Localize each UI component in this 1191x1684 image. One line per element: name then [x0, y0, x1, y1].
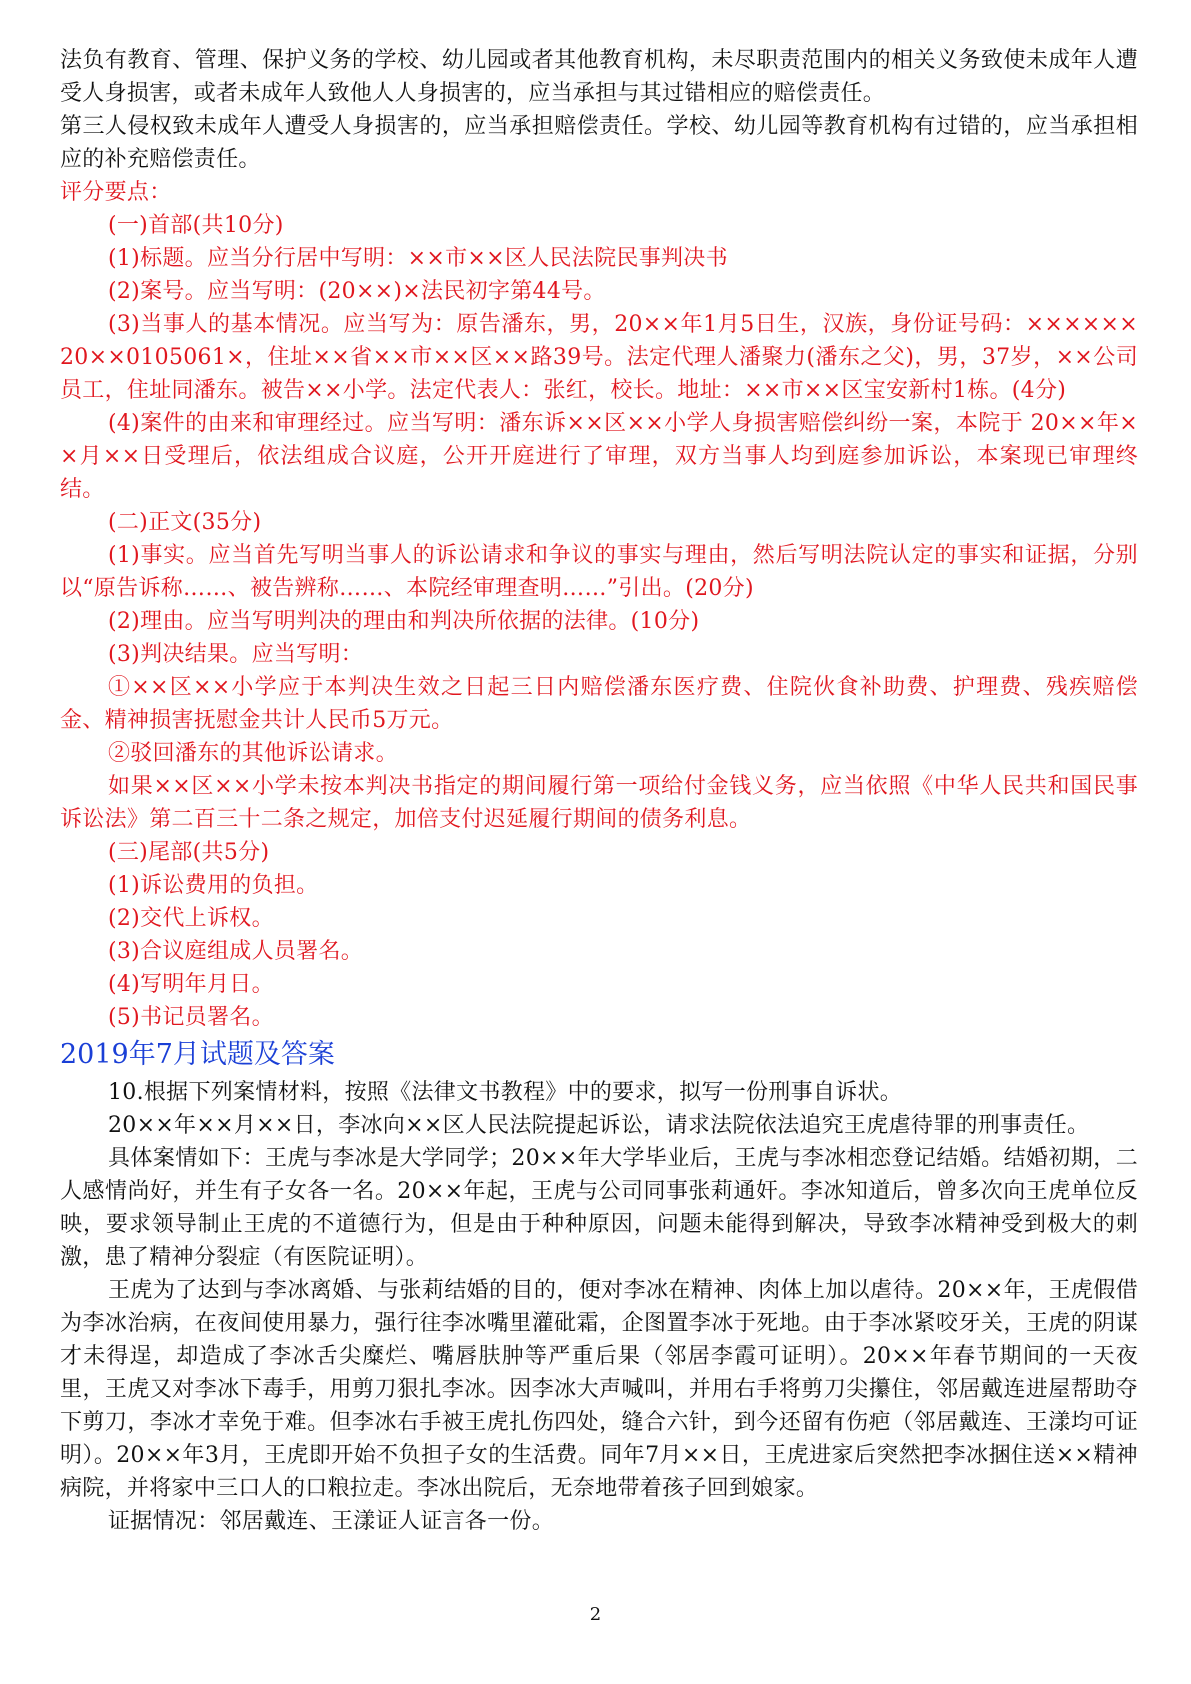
scoring-s3-item-3: (3)合议庭组成人员署名。 — [108, 939, 364, 964]
intro-paragraph-1: 法负有教育、管理、保护义务的学校、幼儿园或者其他教育机构，未尽职责范围内的相关义务致使未成年人遭受人身损害，或者未成年人致他人人身损害的，应当承担与其过错相应的赔偿责任。 — [60, 48, 1138, 106]
case-paragraph-2: 具体案情如下：王虎与李冰是大学同学；20××年大学毕业后，王虎与李冰相恋登记结婚。结婚初期，二人感情尚好，并生有子女各一名。20××年起，王虎与公司同事张莉通奸。李冰知道后，曾多次向王虎单位反映，要求领导制止王虎的不道德行为，但是由于种种原因，问题未能得到解决，导致李冰精神受到极大的刺激，患了精神分裂症（有医院证明）。 — [60, 1146, 1138, 1270]
case-paragraph-1: 20××年××月××日，李冰向××区人民法院提起诉讼，请求法院依法追究王虎虐待罪的刑事责任。 — [108, 1113, 1090, 1138]
scoring-s2-item-2: (2)理由。应当写明判决的理由和判决所依据的法律。(10分) — [108, 609, 700, 634]
page-number: 2 — [589, 1604, 602, 1625]
scoring-title: 评分要点： — [60, 180, 172, 205]
scoring-s2-item-3: (3)判决结果。应当写明： — [108, 642, 364, 667]
scoring-s2-item-1: (1)事实。应当首先写明当事人的诉讼请求和争议的事实与理由，然后写明法院认定的事实和证据，分别以“原告诉称……、被告辨称……、本院经审理查明……”引出。(20分) — [60, 543, 1138, 601]
scoring-s2-item-3a: ①××区××小学应于本判决生效之日起三日内赔偿潘东医疗费、住院伙食补助费、护理费、残疾赔偿金、精神损害抚慰金共计人民币5万元。 — [60, 675, 1138, 733]
section-heading: 2019年7月试题及答案 — [60, 1039, 335, 1070]
scoring-s1-item-4: (4)案件的由来和审理经过。应当写明：潘东诉××区××小学人身损害赔偿纠纷一案，本院于 20××年××月××日受理后，依法组成合议庭，公开开庭进行了审理，双方当事人均到庭参加诉讼，本案现已审理终结。 — [60, 411, 1138, 502]
scoring-s2-item-3b: ②驳回潘东的其他诉讼请求。 — [108, 741, 398, 766]
scoring-s3-title: (三)尾部(共5分) — [108, 840, 270, 865]
case-paragraph-3: 王虎为了达到与李冰离婚、与张莉结婚的目的，便对李冰在精神、肉体上加以虐待。20××年，王虎假借为李冰治病，在夜间使用暴力，强行往李冰嘴里灌砒霜，企图置李冰于死地。由于李冰紧咬牙关，王虎的阴谋才未得逞，却造成了李冰舌尖糜烂、嘴唇肤肿等严重后果（邻居李霞可证明）。20××年春节期间的一天夜里，王虎又对李冰下毒手，用剪刀狠扎李冰。因李冰大声喊叫，并用右手将剪刀尖攥住，邻居戴连进屋帮助夺下剪刀，李冰才幸免于难。但李冰右手被王虎扎伤四处，缝合六针，到今还留有伤疤（邻居戴连、王漾均可证明）。20××年3月，王虎即开始不负担子女的生活费。同年7月××日，王虎进家后突然把李冰捆住送××精神病院，并将家中三口人的口粮拉走。李冰出院后，无奈地带着孩子回到娘家。 — [60, 1278, 1138, 1501]
scoring-s2-title: (二)正文(35分) — [108, 510, 262, 535]
scoring-s2-item-3c: 如果××区××小学未按本判决书指定的期间履行第一项给付金钱义务，应当依照《中华人民共和国民事诉讼法》第二百三十二条之规定，加倍支付迟延履行期间的债务利息。 — [60, 774, 1138, 832]
scoring-s1-item-3: (3)当事人的基本情况。应当写为：原告潘东，男，20××年1月5日生，汉族，身份证号码：××××××20××0105061×，住址××省××市××区××路39号。法定代理人潘聚力(潘东之父)，男，37岁，××公司员工，住址同潘东。被告××小学。法定代表人：张红，校长。地址：××市××区宝安新村1栋。(4分) — [60, 312, 1138, 403]
evidence-paragraph: 证据情况：邻居戴连、王漾证人证言各一份。 — [108, 1509, 555, 1534]
scoring-s3-item-1: (1)诉讼费用的负担。 — [108, 873, 319, 898]
scoring-s1-item-1: (1)标题。应当分行居中写明：××市××区人民法院民事判决书 — [108, 246, 728, 271]
scoring-s3-item-5: (5)书记员署名。 — [108, 1005, 274, 1030]
question-10-prompt: 10.根据下列案情材料，按照《法律文书教程》中的要求，拟写一份刑事自诉状。 — [108, 1080, 903, 1105]
scoring-s1-item-2: (2)案号。应当写明：(20××)×法民初字第44号。 — [108, 279, 606, 304]
document-page — [60, 44, 1138, 1644]
question-section — [60, 1076, 1138, 1538]
intro-paragraph-2: 第三人侵权致未成年人遭受人身损害的，应当承担赔偿责任。学校、幼儿园等教育机构有过错的，应当承担相应的补充赔偿责任。 — [60, 114, 1138, 172]
scoring-s3-item-4: (4)写明年月日。 — [108, 972, 274, 997]
scoring-s3-item-2: (2)交代上诉权。 — [108, 906, 274, 931]
scoring-section — [60, 176, 1138, 1034]
scoring-s1-title: (一)首部(共10分) — [108, 213, 284, 238]
